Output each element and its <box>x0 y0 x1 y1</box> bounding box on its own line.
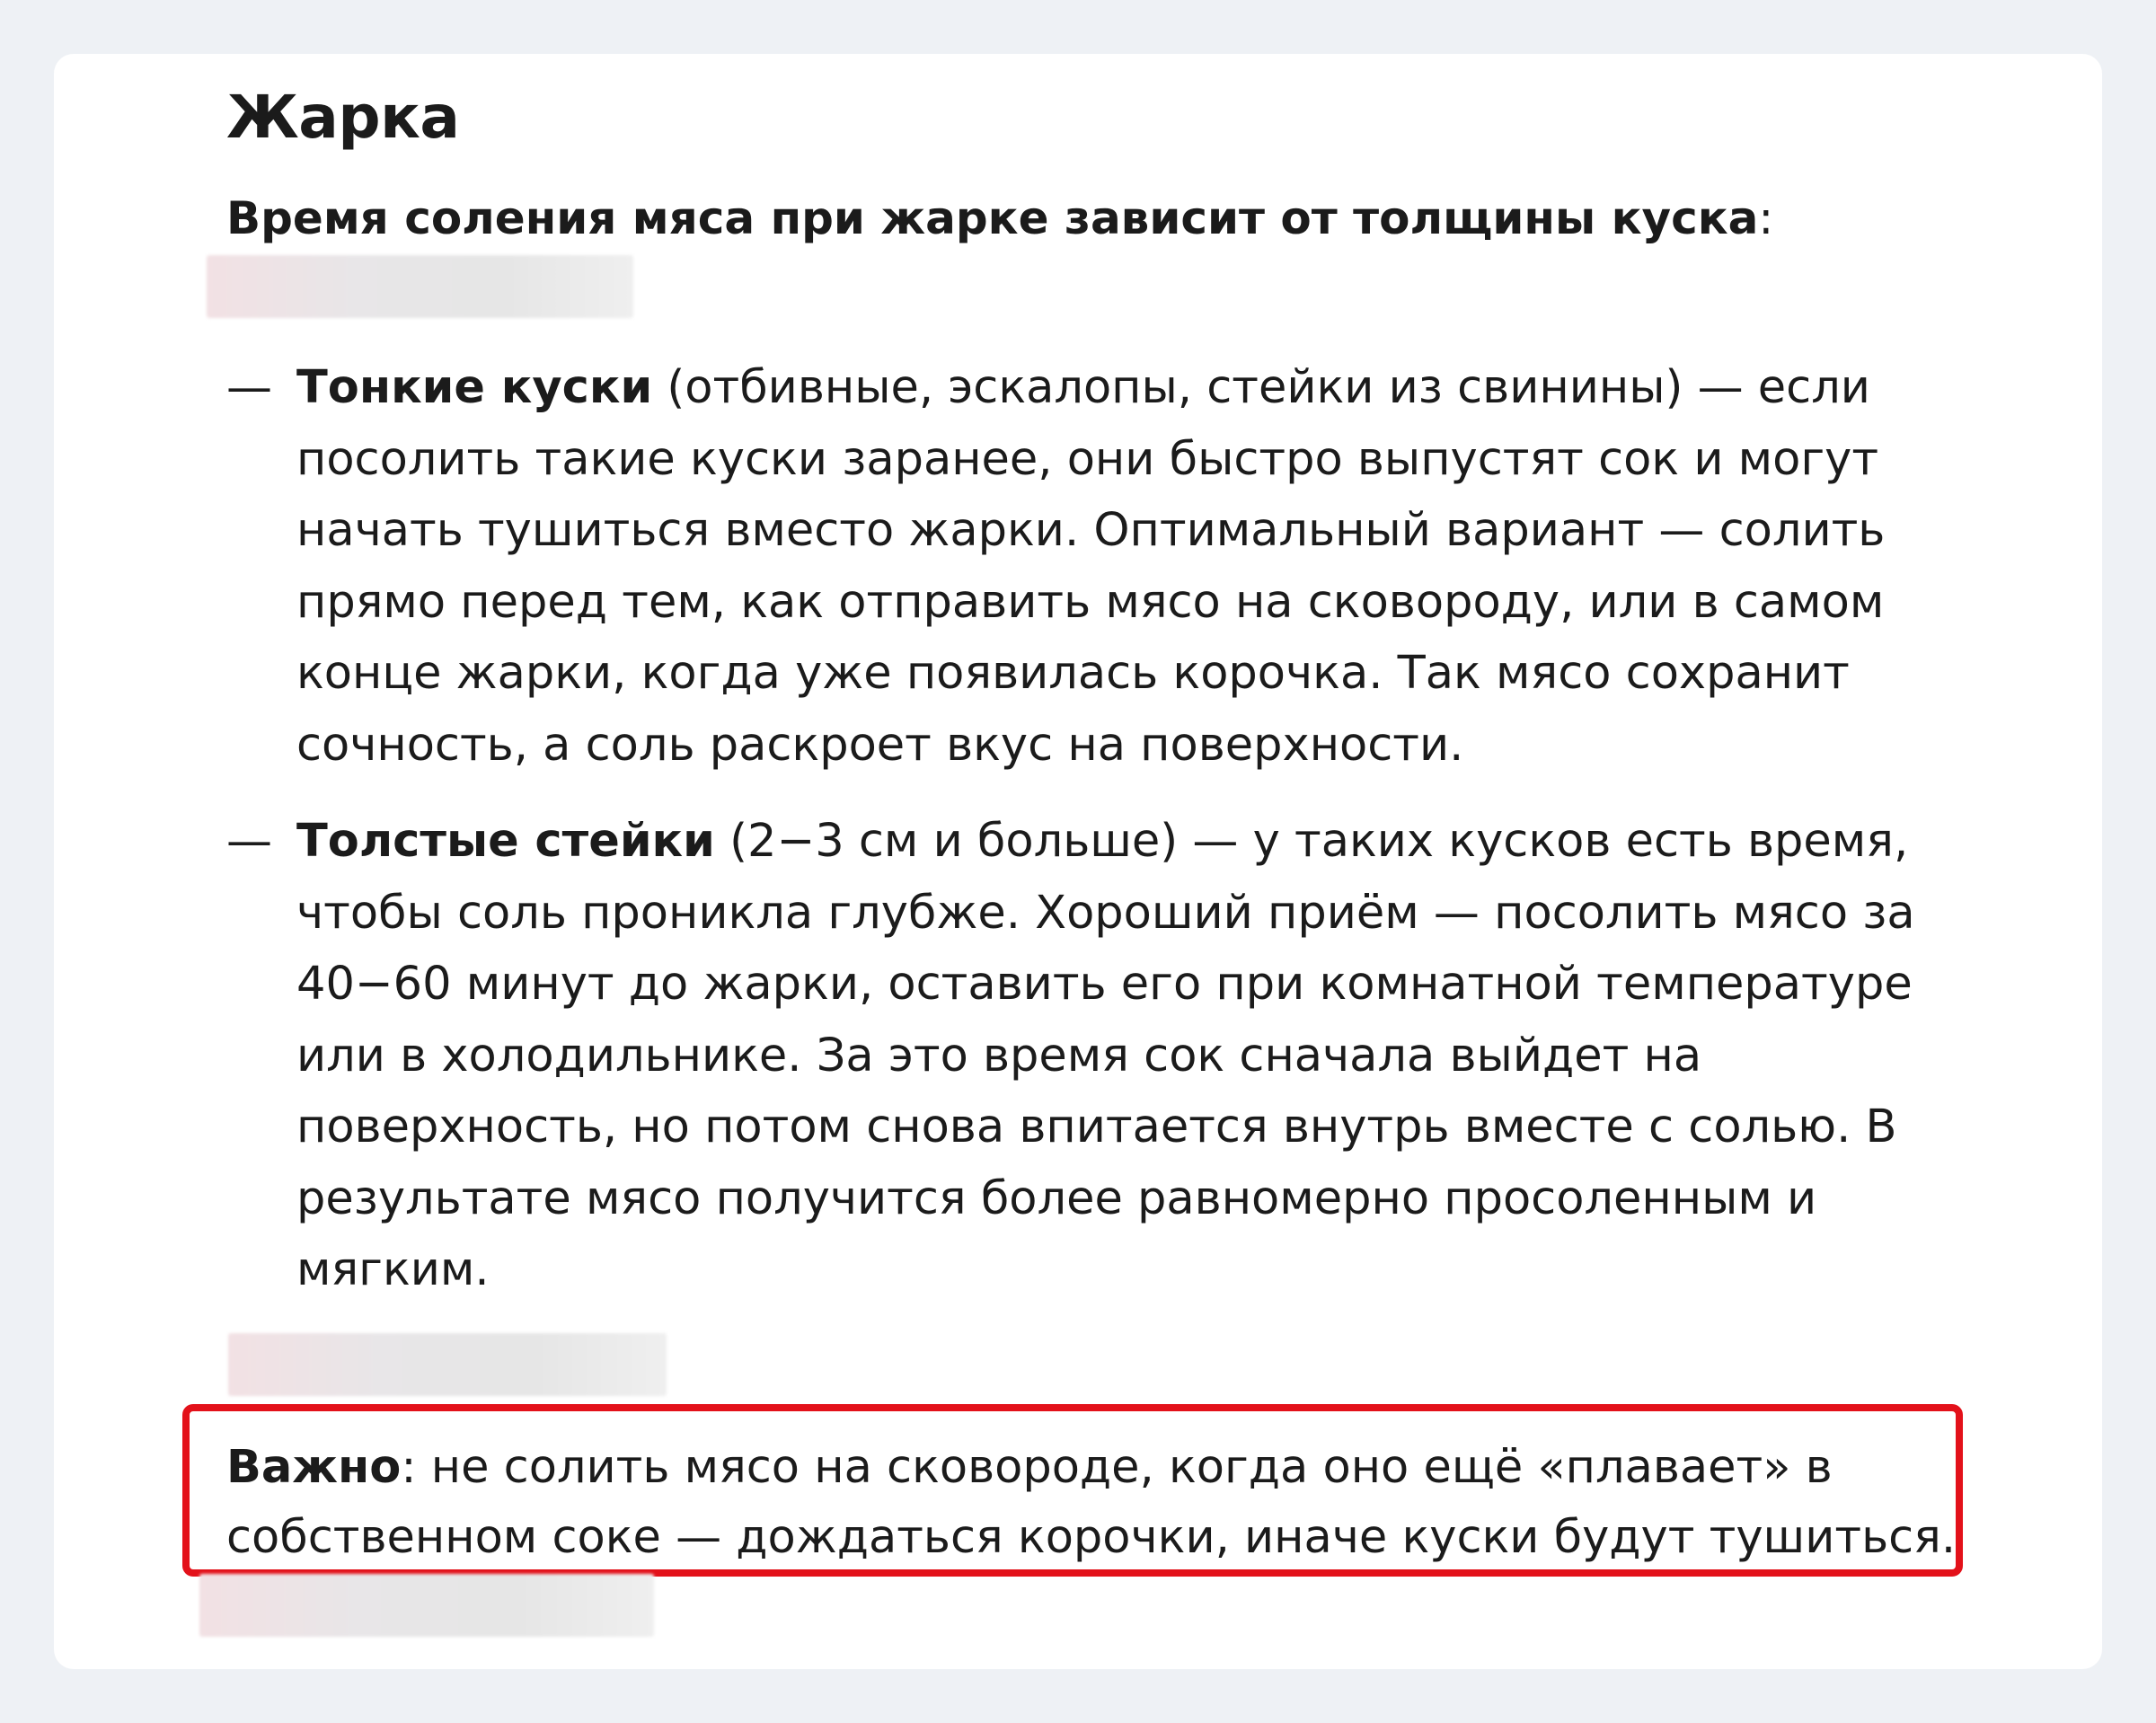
dash-marker: — <box>226 815 272 868</box>
list-item-thin-cuts <box>226 352 1933 781</box>
lead-bold-text: Время соления мяса при жарке зависит от толщины куска <box>226 192 1759 244</box>
salting-tips-list <box>226 352 1933 1331</box>
item-bold-label: Толстые стейки <box>296 815 715 868</box>
item-text: (отбивные, эскалопы, стейки из свинины) — если посолить такие куски заранее, они быстро выпустят сок и могут начать тушиться вместо жарки. Оптимальный вариант — солить прямо перед тем, как отправить мясо на сковороду, или в самом конце жарки, когда уже появилась корочка. Так мясо сохранит сочность, а соль раскроет вкус на поверхности. <box>296 361 1886 772</box>
lead-colon: : <box>1758 192 1774 244</box>
redacted-block <box>199 1574 654 1637</box>
section-title: Жарка <box>226 83 460 152</box>
redacted-block <box>207 255 633 318</box>
redacted-block <box>228 1333 667 1396</box>
lead-paragraph <box>226 185 1773 252</box>
important-text: : не солить мясо на сковороде, когда оно ещё «плавает» в собственном соке — дождаться корочки, иначе куски будут тушиться. <box>226 1441 1957 1564</box>
list-item-thick-steaks <box>226 806 1933 1306</box>
item-text: (2−3 см и больше) — у таких кусков есть время, чтобы соль проникла глубже. Хороший приём — посолить мясо за 40−60 минут до жарки, оставить его при комнатной температуре или в холодильнике. За это время сок сначала выйдет на поверхность, но потом снова впитается внутрь вместе с солью. В результате мясо получится более равномерно просоленным и мягким. <box>296 815 1915 1296</box>
item-bold-label: Тонкие куски <box>296 361 653 414</box>
important-label: Важно <box>226 1441 402 1494</box>
dash-marker: — <box>226 361 272 414</box>
important-note <box>226 1433 1960 1573</box>
